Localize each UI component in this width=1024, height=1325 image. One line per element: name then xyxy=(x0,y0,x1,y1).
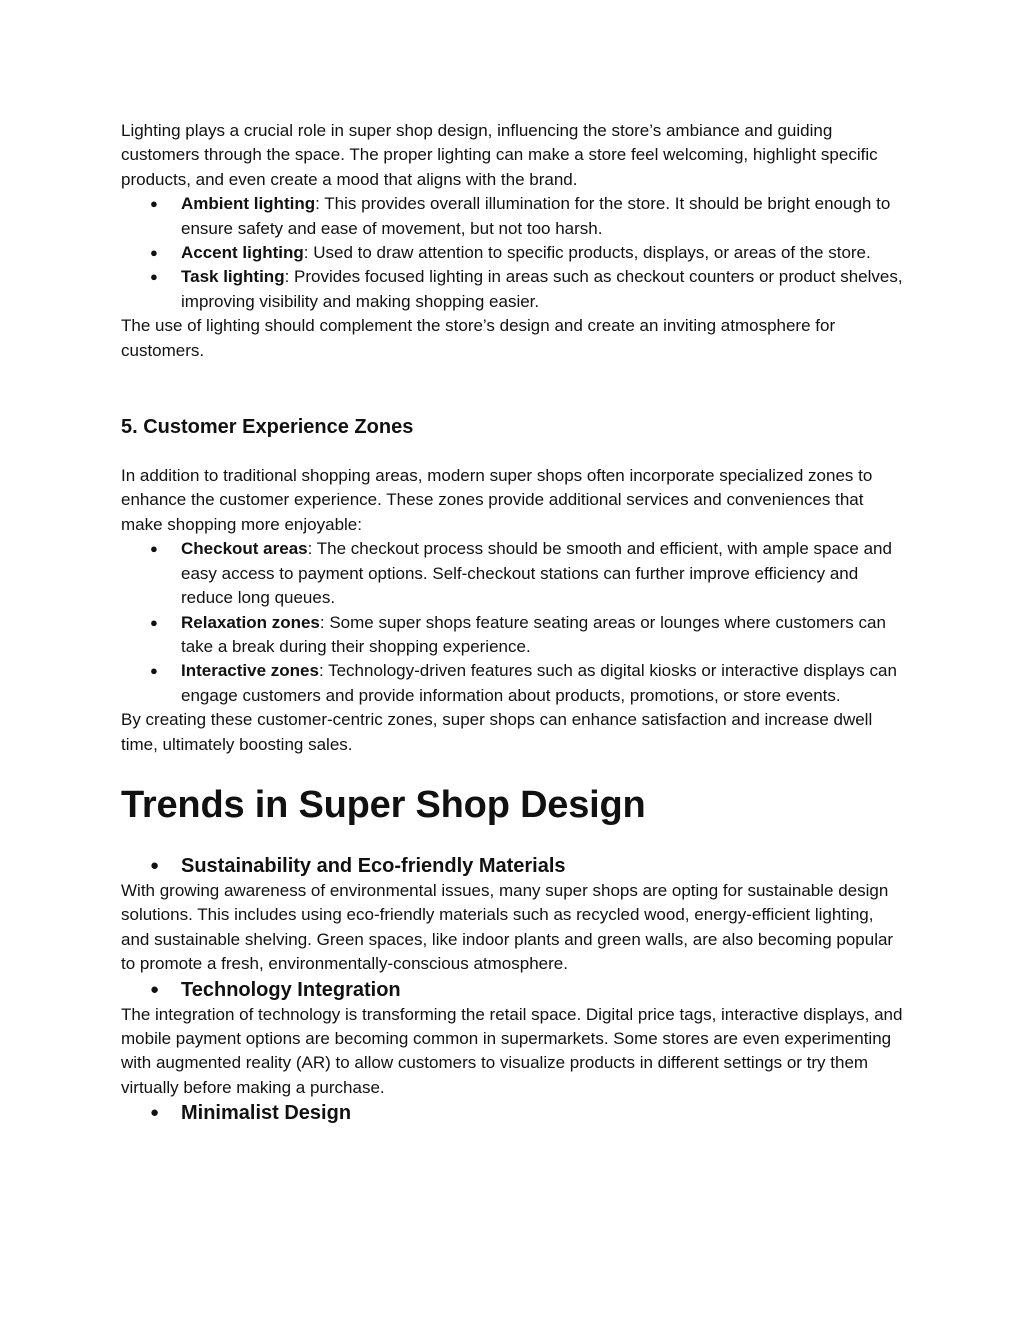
zones-list xyxy=(121,537,903,708)
list-item xyxy=(121,265,903,314)
list-item-desc: : This provides overall illumination for the store. It should be bright enough to ensure safety and ease of movement, but not too harsh. xyxy=(181,194,891,238)
list-item-desc: : Provides focused lighting in areas such as checkout counters or product shelves, improving visibility and making shopping easier. xyxy=(181,267,903,311)
section-heading: 5. Customer Experience Zones xyxy=(121,416,414,439)
list-item-term: Task lighting xyxy=(181,267,285,287)
list-item-desc: : Technology-driven features such as digital kiosks or interactive displays can engage customers and provide information about products, promotions, or store events. xyxy=(181,661,897,705)
page-title: Trends in Super Shop Design xyxy=(121,783,646,826)
list-item xyxy=(121,192,903,241)
list-item-desc: : The checkout process should be smooth and efficient, with ample space and easy access to payment options. Self-checkout stations can further improve efficiency and reduce long queues. xyxy=(181,539,892,608)
trend-heading: ● Sustainability and Eco-friendly Materials xyxy=(121,853,903,879)
list-item-desc: : Some super shops feature seating areas or lounges where customers can take a break during their shopping experience. xyxy=(181,612,886,656)
trend-paragraph: With growing awareness of environmental issues, many super shops are opting for sustainable design solutions. This includes using eco-friendly materials such as recycled wood, energy-efficient lighting, and sustainable shelving. Green spaces, like indoor plants and green walls, are also becoming popular to promote a fresh, environmentally-conscious atmosphere. xyxy=(121,880,894,974)
list-item xyxy=(121,241,903,265)
trend-heading: ● Minimalist Design xyxy=(121,1100,903,1126)
list-item-term: Relaxation zones xyxy=(181,612,320,632)
zones-intro-paragraph: In addition to traditional shopping areas, modern super shops often incorporate specialized zones to enhance the customer experience. These zones provide additional services and conveniences that make shopping more enjoyable: xyxy=(121,466,873,534)
list-item-term: Checkout areas xyxy=(181,539,308,559)
lighting-types-list xyxy=(121,192,903,314)
lighting-intro-paragraph: Lighting plays a crucial role in super shop design, influencing the store’s ambiance and guiding customers through the space. The proper lighting can make a store feel welcoming, highlight specific products, and even create a mood that aligns with the brand. xyxy=(121,121,878,189)
lighting-outro-paragraph: The use of lighting should complement the store’s design and create an inviting atmosphere for customers. xyxy=(121,316,836,360)
list-item-term: Interactive zones xyxy=(181,661,319,681)
list-item xyxy=(121,537,903,610)
trend-paragraph: The integration of technology is transforming the retail space. Digital price tags, interactive displays, and mobile payment options are becoming common in supermarkets. Some stores are even experimenting with augmented reality (AR) to allow customers to visualize products in different settings or try them virtually before making a purchase. xyxy=(121,1004,903,1097)
list-item xyxy=(121,611,903,660)
list-item-term: Ambient lighting xyxy=(181,194,316,214)
list-item xyxy=(121,659,903,708)
trend-heading: ● Technology Integration xyxy=(121,977,903,1003)
list-item-desc: : Used to draw attention to specific products, displays, or areas of the store. xyxy=(303,243,871,263)
list-item-term: Accent lighting xyxy=(181,243,304,263)
zones-outro-paragraph: By creating these customer-centric zones, super shops can enhance satisfaction and increase dwell time, ultimately boosting sales. xyxy=(121,710,873,754)
